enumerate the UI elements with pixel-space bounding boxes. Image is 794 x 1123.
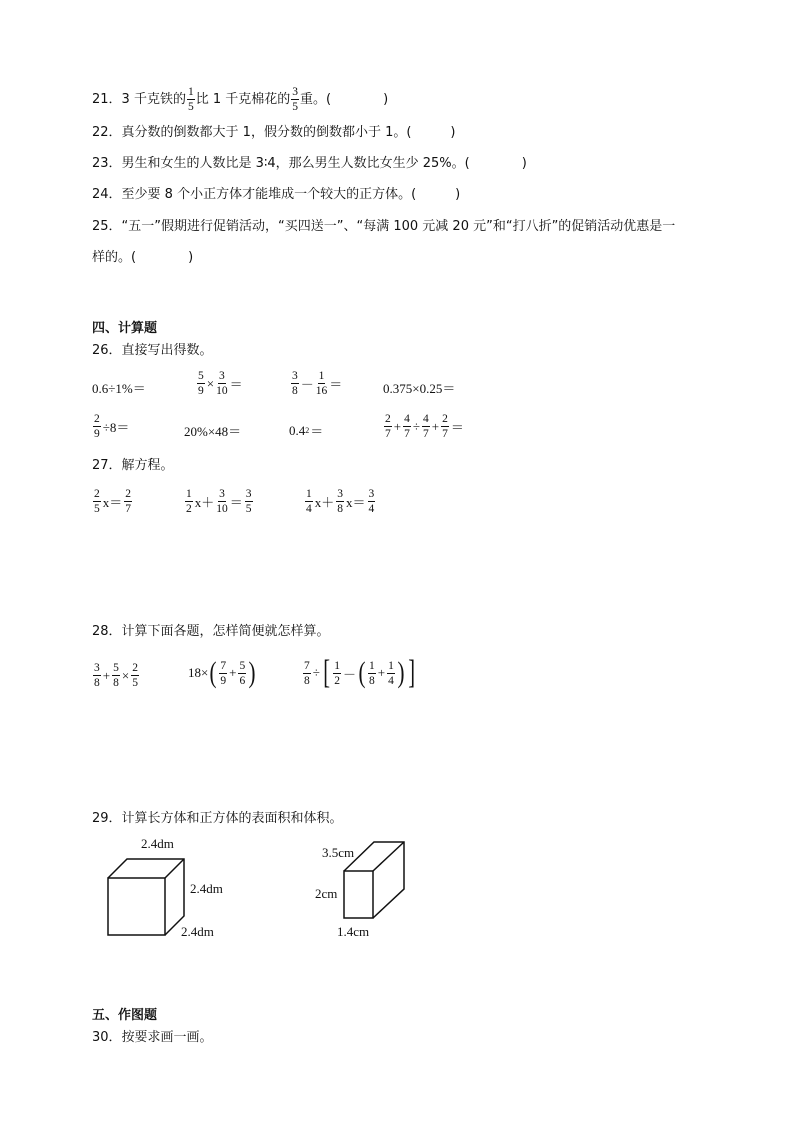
equation-2: $\frac{1}{2}$ x＋ $\frac{3}{10}$ ＝ $\frac{3}{5}$ [186,488,252,515]
cube-bottom-edge-label: 2.4dm [181,924,214,939]
fraction: $\frac{3}{5}$ [292,86,298,113]
question-24: 24．至少要 8 个小正方体才能堆成一个较大的正方体。( ) [92,187,461,202]
question-29-title: 29．计算长方体和正方体的表面积和体积。 [92,811,343,826]
question-25-line-1: 25．“五一”假期进行促销活动，“买四送一”、“每满 100 元减 20 元”和“打八折”的促销活动优惠是一 [92,219,676,234]
equation-3: $\frac{1}{4}$ x＋ $\frac{3}{8}$ x＝ $\frac{3}{4}$ [306,488,375,515]
calc-expression-3: $\frac{3}{8}$ － $\frac{1}{16}$ ＝ [292,370,343,397]
simplify-expression-3: $\frac{7}{8}$ ÷ [ $\frac{1}{2}$ － ( $\frac{1}{8}$ + $\frac{1}{4}$ ) ] [304,654,415,691]
cuboid-top-edge-label: 3.5cm [322,845,355,860]
cube-figure [100,850,190,940]
calc-expression-7: 0.4 2 ＝ [289,422,324,439]
question-30: 30．按要求画一画。 [92,1030,213,1045]
section-title-drawing: 五、作图题 [92,1008,158,1023]
cuboid-bottom-edge-label: 1.4cm [337,924,370,939]
fraction: $\frac{1}{5}$ [187,86,194,113]
question-25-line-2: 样的。( ) [92,250,194,265]
calc-expression-4: 0.375×0.25＝ [383,381,456,396]
calc-expression-2: $\frac{5}{9}$ × $\frac{3}{10}$ ＝ [198,370,243,397]
section-title-calculation: 四、计算题 [92,321,158,336]
cuboid-left-edge-label: 2cm [315,886,338,901]
simplify-expression-2: 18× ( $\frac{7}{9}$ + $\frac{5}{6}$ ) [188,656,256,689]
question-28-title: 28．计算下面各题，怎样简便就怎样算。 [92,624,330,639]
question-27-title: 27．解方程。 [92,458,174,473]
calc-expression-6: 20%×48＝ [184,424,242,439]
question-22: 22．真分数的倒数都大于 1，假分数的倒数都小于 1。( ) [92,125,456,140]
cube-top-edge-label: 2.4dm [141,836,174,851]
calc-expression-1: 0.6÷1%＝ [92,381,146,396]
calc-expression-8: $\frac{2}{7}$ + $\frac{4}{7}$ ÷ $\frac{4}{7}$ + $\frac{2}{7}$ ＝ [385,413,464,440]
equation-1: $\frac{2}{5}$ x＝ $\frac{2}{7}$ [94,488,132,515]
cube-right-edge-label: 2.4dm [190,881,223,896]
question-21: 21．3 千克铁的 $\frac{1}{5}$ 比 1 千克棉花的 $\frac{3}{5}$ 重。( ) [92,86,389,113]
question-23: 23．男生和女生的人数比是 3∶4，那么男生人数比女生少 25%。( ) [92,156,527,171]
simplify-expression-1: $\frac{3}{8}$ + $\frac{5}{8}$ × $\frac{2}{5}$ [94,662,138,689]
question-26-title: 26．直接写出得数。 [92,343,213,358]
calc-expression-5: $\frac{2}{9}$ ÷8＝ [94,413,130,440]
